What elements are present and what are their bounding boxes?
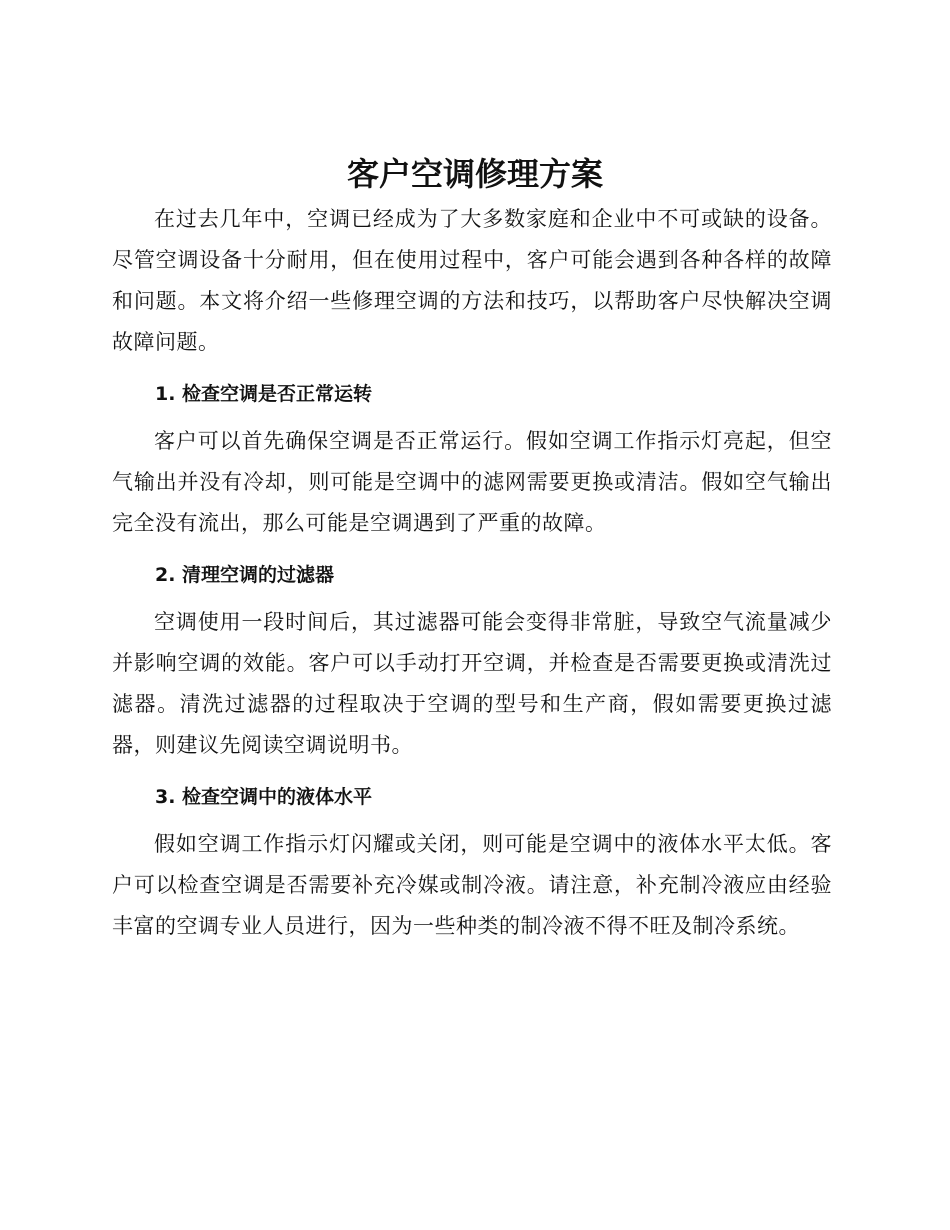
document-title: 客户空调修理方案	[346, 155, 603, 193]
section-heading-1: 1. 检查空调是否正常运转	[155, 383, 373, 405]
section-paragraph-1: 客户可以首先确保空调是否正常运行。假如空调工作指示灯亮起，但空气输出并没有冷却，则可能是空调中的滤网需要更换或清洁。假如空气输出完全没有流出，那么可能是空调遇到了严重的故障。	[112, 429, 832, 535]
document-body	[112, 199, 832, 947]
section-paragraph-3: 假如空调工作指示灯闪耀或关闭，则可能是空调中的液体水平太低。客户可以检查空调是否需要补充冷媒或制冷液。请注意，补充制冷液应由经验丰富的空调专业人员进行，因为一些种类的制冷液不得不旺及制冷系统。	[112, 832, 832, 938]
section-paragraph-2: 空调使用一段时间后，其过滤器可能会变得非常脏，导致空气流量减少并影响空调的效能。客户可以手动打开空调，并检查是否需要更换或清洗过滤器。清洗过滤器的过程取决于空调的型号和生产商，假如需要更换过滤器，则建议先阅读空调说明书。	[112, 610, 832, 757]
section-heading-2: 2. 清理空调的过滤器	[155, 564, 335, 586]
section-heading-3: 3. 检查空调中的液体水平	[155, 786, 373, 808]
intro-paragraph: 在过去几年中，空调已经成为了大多数家庭和企业中不可或缺的设备。尽管空调设备十分耐用，但在使用过程中，客户可能会遇到各种各样的故障和问题。本文将介绍一些修理空调的方法和技巧，以帮助客户尽快解决空调故障问题。	[112, 207, 832, 354]
